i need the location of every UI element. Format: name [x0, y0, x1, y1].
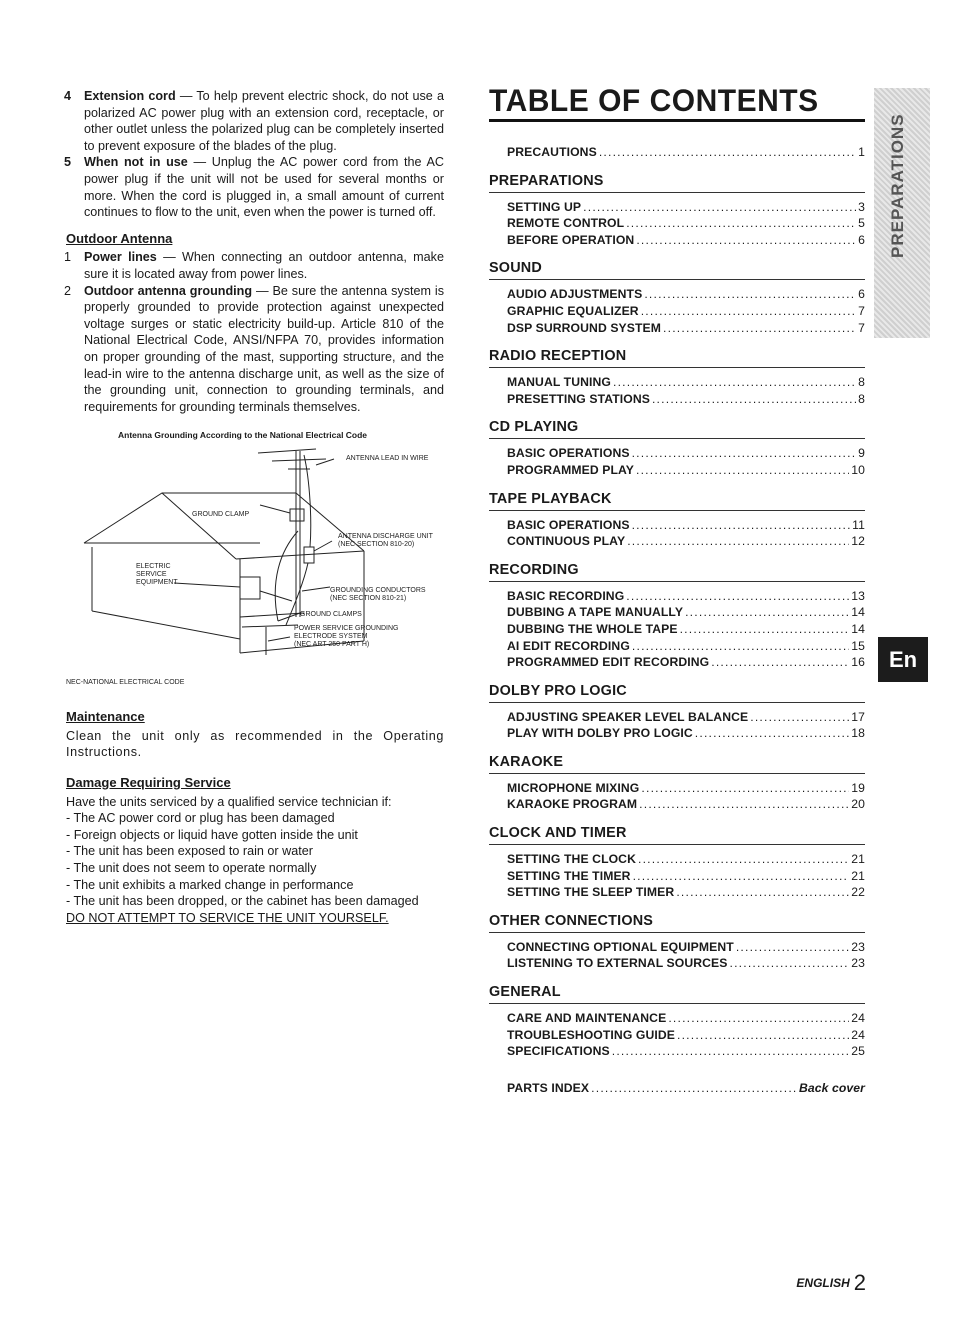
- toc-entry[interactable]: [507, 1043, 865, 1060]
- toc-entry-page: 5: [858, 216, 865, 231]
- toc-leader-dots: [641, 303, 856, 320]
- toc-entry-page: 11: [852, 517, 865, 532]
- item-number: 4: [64, 89, 72, 103]
- damage-list-item: - The unit exhibits a marked change in performance: [66, 877, 354, 892]
- toc-entry[interactable]: [507, 709, 865, 726]
- toc-entry-label: BASIC OPERATIONS: [507, 517, 630, 532]
- toc-section-title: TAPE PLAYBACK: [489, 491, 865, 511]
- toc-entry-label: AUDIO ADJUSTMENTS: [507, 287, 643, 302]
- diagram-caption: Antenna Grounding According to the National Electrical Code: [118, 430, 368, 441]
- toc-entry-label: SETTING THE TIMER: [507, 868, 631, 883]
- nec-note: NEC-NATIONAL ELECTRICAL CODE: [66, 679, 185, 687]
- toc-entry[interactable]: [507, 391, 865, 408]
- toc-entry-page: 15: [851, 638, 865, 653]
- toc-entry-label: BASIC OPERATIONS: [507, 446, 630, 461]
- toc-entry-page: 13: [851, 588, 865, 603]
- page-number: 2: [853, 1270, 866, 1295]
- toc-entry-page: 23: [851, 956, 865, 971]
- toc-entry-page: 19: [851, 780, 865, 795]
- language-tab: En: [878, 637, 928, 682]
- toc-leader-dots: [711, 654, 849, 671]
- toc-entry[interactable]: [507, 462, 865, 479]
- item-text: [84, 249, 444, 282]
- footer-language: ENGLISH: [796, 1276, 850, 1290]
- toc-leader-dots: [626, 588, 849, 605]
- toc-entry-label: CONNECTING OPTIONAL EQUIPMENT: [507, 939, 734, 954]
- damage-list-item: - The unit does not seem to operate normally: [66, 861, 317, 876]
- toc-section: [489, 419, 865, 478]
- label-nec-art: (NEC ART 250 PART H): [294, 641, 370, 649]
- label-grounding-conductors-text: GROUNDING CONDUCTORS: [330, 587, 426, 595]
- damage-list-item: - Foreign objects or liquid have gotten inside the unit: [66, 827, 358, 842]
- toc-section-entries: [489, 933, 865, 972]
- toc-entry[interactable]: [507, 638, 865, 655]
- label-electric: ELECTRIC: [136, 563, 171, 571]
- item-body: — Be sure the antenna system is properly grounded to provide protection against unexpected voltage surges or static electricity build-up. Article 810 of the National Electrical Code, ANSI/NFPA 70, provides information on proper grounding of the mast, supporting structure, and the lead-in wire to the antenna discharge unit, as well as the size of the grounding unit, connection to grounding terminals, and requirements for grounding terminals themselves.: [84, 283, 444, 414]
- toc-entry-label: CARE AND MAINTENANCE: [507, 1011, 667, 1026]
- toc-entry-label: BASIC RECORDING: [507, 588, 625, 603]
- toc-section-title: CLOCK AND TIMER: [489, 825, 865, 845]
- toc-entry-label: PLAY WITH DOLBY PRO LOGIC: [507, 726, 693, 741]
- service-warning: DO NOT ATTEMPT TO SERVICE THE UNIT YOURSELF.: [66, 910, 389, 925]
- toc-entry[interactable]: [507, 621, 865, 638]
- toc-leader-dots: [639, 796, 849, 813]
- toc-section-title: DOLBY PRO LOGIC: [489, 683, 865, 703]
- toc-entry[interactable]: [507, 215, 865, 232]
- item-term: Power lines: [84, 250, 157, 265]
- toc-section-entries: [489, 582, 865, 671]
- toc-entry-label: MICROPHONE MIXING: [507, 780, 640, 795]
- item-text: [84, 283, 444, 416]
- toc-section-entries: [489, 774, 865, 813]
- toc-section-title: RADIO RECEPTION: [489, 348, 865, 368]
- toc-leader-dots: [730, 955, 850, 972]
- toc-entry-label: ADJUSTING SPEAKER LEVEL BALANCE: [507, 709, 749, 724]
- toc-entry[interactable]: [507, 780, 865, 797]
- toc-section: [489, 491, 865, 550]
- toc-entry[interactable]: [507, 588, 865, 605]
- label-equipment: EQUIPMENT: [136, 579, 178, 587]
- toc-entry-label: PRESETTING STATIONS: [507, 391, 650, 406]
- label-grounding-section: (NEC SECTION 810-21): [330, 595, 407, 603]
- toc-section-title: SOUND: [489, 260, 865, 280]
- toc-leader-dots: [632, 638, 849, 655]
- toc-section-title: CD PLAYING: [489, 419, 865, 439]
- toc-entry[interactable]: [507, 851, 865, 868]
- toc-entry-label: SETTING THE SLEEP TIMER: [507, 885, 675, 900]
- toc-entry-label: PROGRAMMED EDIT RECORDING: [507, 655, 710, 670]
- toc-leader-dots: [583, 199, 856, 216]
- toc-section-entries: [489, 439, 865, 478]
- item-number: 1: [64, 250, 72, 265]
- toc-entry[interactable]: [507, 445, 865, 462]
- toc-entry[interactable]: [507, 939, 865, 956]
- maintenance-text: Clean the unit only as recommended in the Operating Instructions.: [66, 728, 444, 760]
- toc-entry[interactable]: [507, 286, 865, 303]
- toc-entry-page: 9: [858, 446, 865, 461]
- toc-parts-index: [489, 1080, 865, 1097]
- toc-entry[interactable]: [507, 654, 865, 671]
- toc-leader-dots: [599, 144, 856, 161]
- left-column: [64, 88, 444, 926]
- item-number: 5: [64, 155, 72, 170]
- damage-list-item: - The AC power cord or plug has been damaged: [66, 811, 335, 826]
- toc-entry-page: 18: [851, 726, 865, 741]
- toc-entry-page: 1: [858, 145, 865, 159]
- toc-entry[interactable]: [507, 199, 865, 216]
- toc-entry-page: 23: [851, 939, 865, 954]
- toc-section: [489, 260, 865, 336]
- toc-entry-page: 7: [858, 303, 865, 318]
- toc-entry[interactable]: [507, 1010, 865, 1027]
- label-discharge-unit: [338, 533, 433, 549]
- toc-section-entries: [489, 703, 865, 742]
- toc-leader-dots: [750, 709, 849, 726]
- item-term: Outdoor antenna grounding: [84, 283, 253, 298]
- toc-entry-label: TROUBLESHOOTING GUIDE: [507, 1027, 675, 1042]
- toc-leader-dots: [695, 725, 849, 742]
- toc-section-entries: [489, 1004, 865, 1060]
- toc-entry-page: 8: [858, 391, 865, 406]
- damage-list: [64, 810, 444, 910]
- toc-leader-dots: [680, 621, 850, 638]
- toc-entry[interactable]: [507, 725, 865, 742]
- damage-list-item: - The unit has been exposed to rain or water: [66, 844, 313, 859]
- toc-entry[interactable]: [507, 868, 865, 885]
- item-term: Extension cord: [84, 89, 176, 103]
- toc-section: [489, 754, 865, 813]
- toc-section-title: GENERAL: [489, 984, 865, 1004]
- toc-section-title: PREPARATIONS: [489, 173, 865, 193]
- toc-entry-page: 17: [851, 709, 865, 724]
- toc-entry[interactable]: [507, 303, 865, 320]
- label-ground-clamp: GROUND CLAMP: [192, 511, 250, 519]
- damage-heading: Damage Requiring Service: [66, 775, 231, 791]
- toc-entry-page: 24: [851, 1027, 865, 1042]
- toc-entry-label: DSP SURROUND SYSTEM: [507, 320, 662, 335]
- toc-section-entries: [489, 845, 865, 901]
- toc-entry-label: REMOTE CONTROL: [507, 216, 625, 231]
- page-footer: [796, 1270, 866, 1296]
- toc-leader-dots: [591, 1080, 797, 1097]
- numbered-item: [64, 154, 444, 220]
- item-number: 2: [64, 283, 72, 298]
- toc-entry-label: AI EDIT RECORDING: [507, 638, 630, 653]
- label-electrode-system: ELECTRODE SYSTEM: [294, 633, 368, 641]
- toc-entry-page: 6: [858, 287, 865, 302]
- toc-section: [489, 984, 865, 1060]
- toc-section-title: OTHER CONNECTIONS: [489, 913, 865, 933]
- toc-entry[interactable]: [507, 232, 865, 249]
- toc-entry-label: PRECAUTIONS: [507, 145, 597, 159]
- toc-section: [489, 348, 865, 407]
- label-discharge-unit-text: ANTENNA DISCHARGE UNIT: [338, 533, 433, 541]
- toc-entry-page: 3: [858, 199, 865, 214]
- toc-entry-label: SETTING UP: [507, 199, 582, 214]
- toc-entry[interactable]: [507, 1027, 865, 1044]
- toc-entry-label: GRAPHIC EQUALIZER: [507, 303, 639, 318]
- toc-leader-dots: [636, 232, 856, 249]
- toc-leader-dots: [632, 517, 851, 534]
- label-power-service-text: POWER SERVICE GROUNDING: [294, 625, 399, 633]
- toc-entry[interactable]: [507, 320, 865, 337]
- toc-entry-page: 25: [851, 1044, 865, 1059]
- toc-title: TABLE OF CONTENTS: [489, 83, 819, 119]
- toc-entry[interactable]: [507, 533, 865, 550]
- toc-entry[interactable]: [507, 374, 865, 391]
- item-text: [84, 154, 444, 220]
- toc-entry-page: 12: [851, 534, 865, 549]
- toc-section-entries: [489, 368, 865, 407]
- toc-entry-precautions[interactable]: [507, 144, 865, 161]
- toc-entry-label: SPECIFICATIONS: [507, 1044, 610, 1059]
- label-grounding-conductors: [330, 587, 426, 603]
- label-power-service: [294, 625, 399, 649]
- toc-entry-label: CONTINUOUS PLAY: [507, 534, 626, 549]
- toc-entry-page: 14: [851, 621, 865, 636]
- toc-leader-dots: [627, 533, 849, 550]
- table-of-contents: [489, 85, 865, 1096]
- section-tab-label: PREPARATIONS: [888, 113, 907, 258]
- item-text: [84, 88, 444, 154]
- toc-entry-label: SETTING THE CLOCK: [507, 852, 636, 867]
- toc-entry-page: 22: [851, 885, 865, 900]
- toc-leader-dots: [736, 939, 849, 956]
- label-electric-service: [136, 563, 178, 587]
- numbered-item: [64, 88, 444, 154]
- item-body: — To help prevent electric shock, do not use a polarized AC power plug with an extension cord, receptacle, or other outlet unless the polarized plug can be completely inserted to prevent exposure of the blades of the plug.: [84, 89, 444, 153]
- numbered-item: [64, 249, 444, 282]
- toc-section-title: RECORDING: [489, 562, 865, 582]
- toc-entry-parts-index[interactable]: [507, 1080, 865, 1097]
- toc-entry-page: 21: [851, 852, 865, 867]
- toc-entry-page: Back cover: [798, 1080, 865, 1095]
- toc-section: [489, 562, 865, 671]
- toc-entry-page: 8: [858, 375, 865, 390]
- toc-entry-label: DUBBING A TAPE MANUALLY: [507, 605, 684, 620]
- outdoor-antenna-heading: Outdoor Antenna: [66, 230, 173, 246]
- damage-list-item: - The unit has been dropped, or the cabinet has been damaged: [66, 894, 419, 909]
- label-discharge-section: (NEC SECTION 810-20): [338, 541, 415, 549]
- toc-entry[interactable]: [507, 604, 865, 621]
- toc-section-entries: [489, 280, 865, 336]
- toc-precautions: [489, 122, 865, 161]
- toc-entry-label: LISTENING TO EXTERNAL SOURCES: [507, 956, 728, 971]
- toc-leader-dots: [638, 851, 849, 868]
- item-term: When not in use: [84, 155, 188, 170]
- toc-leader-dots: [626, 215, 856, 232]
- item-body: — When connecting an outdoor antenna, make sure it is located away from power lines.: [84, 250, 444, 281]
- toc-leader-dots: [663, 320, 856, 337]
- maintenance-heading: Maintenance: [66, 709, 145, 725]
- toc-leader-dots: [612, 1043, 849, 1060]
- label-lead-in-wire: ANTENNA LEAD IN WIRE: [346, 455, 429, 463]
- antenna-grounding-diagram: [64, 427, 444, 707]
- toc-entry[interactable]: [507, 884, 865, 901]
- outdoor-antenna-items: [64, 249, 444, 415]
- toc-section-entries: [489, 193, 865, 249]
- toc-entry-label: DUBBING THE WHOLE TAPE: [507, 621, 678, 636]
- toc-leader-dots: [677, 1027, 849, 1044]
- toc-entry-page: 6: [858, 232, 865, 247]
- section-tab-preparations: [874, 88, 930, 338]
- toc-section: [489, 173, 865, 249]
- toc-leader-dots: [676, 884, 849, 901]
- toc-entry-label: PROGRAMMED PLAY: [507, 462, 634, 477]
- toc-entry-page: 21: [851, 868, 865, 883]
- damage-intro: Have the units serviced by a qualified service technician if:: [66, 794, 392, 809]
- toc-section-title: KARAOKE: [489, 754, 865, 774]
- toc-leader-dots: [636, 462, 849, 479]
- toc-section-entries: [489, 511, 865, 550]
- toc-entry-page: 10: [851, 462, 865, 477]
- item-body: — Unplug the AC power cord from the AC power plug if the unit will not be used for several months or more. When the cord is plugged in, a small amount of current continues to flow to the unit, even when the power is turned off.: [84, 155, 445, 220]
- toc-entry[interactable]: [507, 955, 865, 972]
- toc-sections: [489, 173, 865, 1060]
- toc-leader-dots: [652, 391, 856, 408]
- toc-leader-dots: [632, 445, 857, 462]
- toc-leader-dots: [644, 286, 856, 303]
- toc-entry-page: 16: [851, 655, 865, 670]
- toc-entry[interactable]: [507, 517, 865, 534]
- label-service: SERVICE: [136, 571, 167, 579]
- toc-entry-page: 7: [858, 320, 865, 335]
- toc-leader-dots: [685, 604, 849, 621]
- toc-entry[interactable]: [507, 796, 865, 813]
- numbered-item: [64, 283, 444, 416]
- toc-leader-dots: [641, 780, 849, 797]
- toc-entry-page: 20: [851, 797, 865, 812]
- label-ground-clamps: GROUND CLAMPS: [300, 611, 362, 619]
- toc-section: [489, 825, 865, 901]
- toc-section: [489, 683, 865, 742]
- toc-entry-label: BEFORE OPERATION: [507, 232, 635, 247]
- toc-entry-label: KARAOKE PROGRAM: [507, 797, 638, 812]
- toc-entry-page: 14: [851, 605, 865, 620]
- toc-leader-dots: [613, 374, 856, 391]
- toc-leader-dots: [633, 868, 850, 885]
- toc-leader-dots: [668, 1010, 849, 1027]
- precaution-items: [64, 88, 444, 221]
- toc-entry-label: MANUAL TUNING: [507, 375, 611, 390]
- toc-entry-page: 24: [851, 1011, 865, 1026]
- toc-entry-label: PARTS INDEX: [507, 1080, 590, 1095]
- toc-section: [489, 913, 865, 972]
